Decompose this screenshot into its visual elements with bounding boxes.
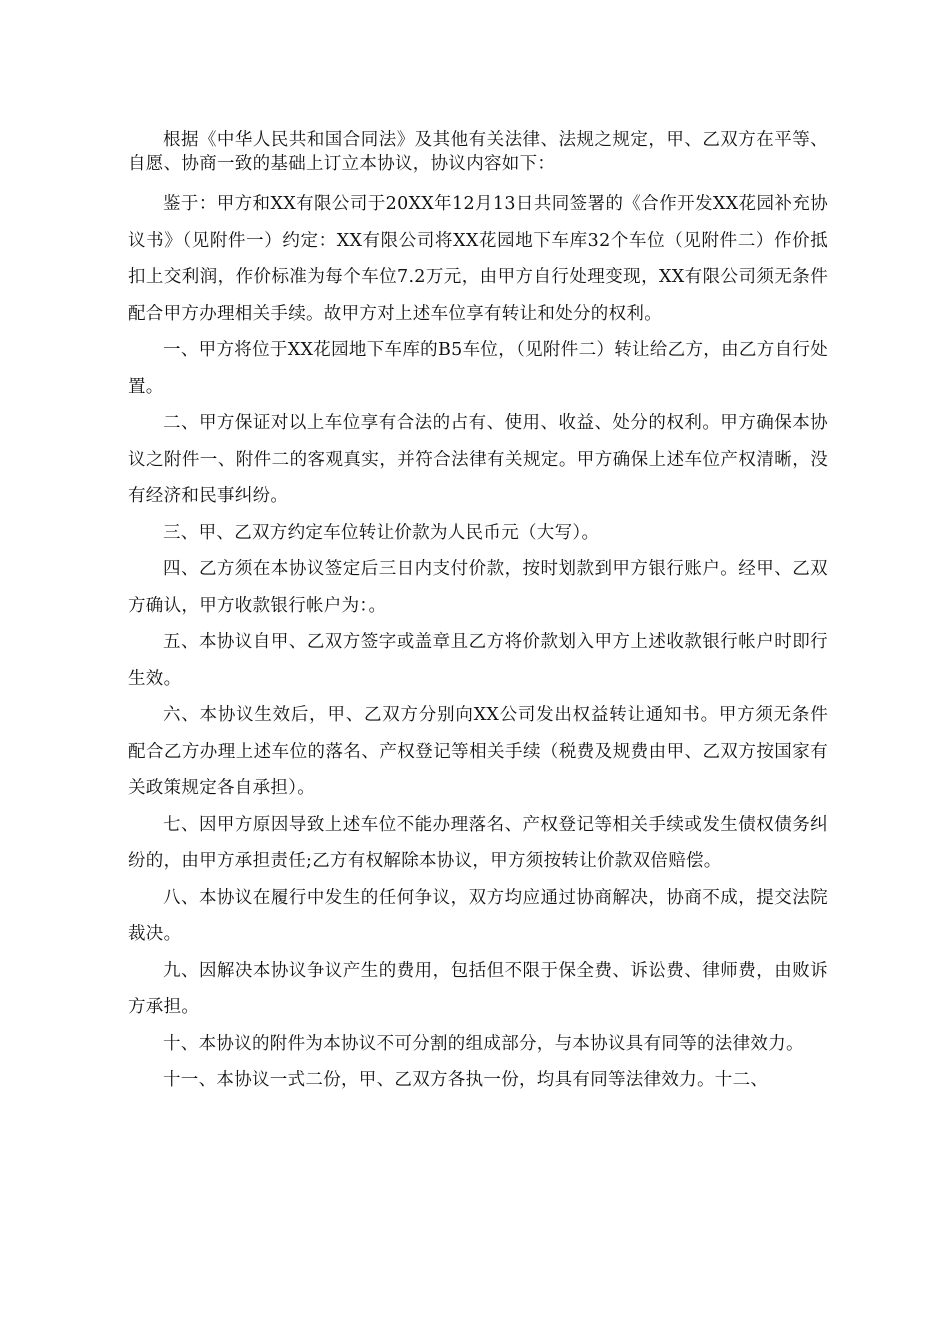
paragraph-clause-4: 四、乙方须在本协议签定后三日内支付价款，按时划款到甲方银行账户。经甲、乙双方确认，甲方收款银行帐户为：。: [128, 559, 828, 616]
paragraph-preamble: 根据《中华人民共和国合同法》及其他有关法律、法规之规定，甲、乙双方在平等、自愿、协商一致的基础上订立本协议，协议内容如下：: [128, 130, 828, 174]
paragraph-clause-9: 九、因解决本协议争议产生的费用，包括但不限于保全费、诉讼费、律师费，由败诉方承担。: [128, 960, 828, 1017]
document-body: [128, 128, 828, 1099]
paragraph-whereas: 鉴于：甲方和XX有限公司于20XX年12月13日共同签署的《合作开发XX花园补充协议书》（见附件一）约定：XX有限公司将XX花园地下车库32个车位（见附件二）作价抵扣上交利润，作价标准为每个车位7.2万元，由甲方自行处理变现，XX有限公司须无条件配合甲方办理相关手续。故甲方对上述车位享有转让和处分的权利。: [128, 194, 828, 324]
paragraph-clause-1: 一、甲方将位于XX花园地下车库的B5车位，（见附件二）转让给乙方，由乙方自行处置。: [128, 340, 828, 397]
paragraph-clause-7: 七、因甲方原因导致上述车位不能办理落名、产权登记等相关手续或发生债权债务纠纷的，由甲方承担责任;乙方有权解除本协议，甲方须按转让价款双倍赔偿。: [128, 814, 828, 871]
paragraph-clause-2: 二、甲方保证对以上车位享有合法的占有、使用、收益、处分的权利。甲方确保本协议之附件一、附件二的客观真实，并符合法律有关规定。甲方确保上述车位产权清晰，没有经济和民事纠纷。: [128, 413, 828, 506]
paragraph-clause-3: 三、甲、乙双方约定车位转让价款为人民币元（大写）。: [163, 522, 600, 543]
paragraph-clause-6: 六、本协议生效后，甲、乙双方分别向XX公司发出权益转让通知书。甲方须无条件配合乙方办理上述车位的落名、产权登记等相关手续（税费及规费由甲、乙双方按国家有关政策规定各自承担）。: [128, 705, 828, 798]
paragraph-clause-10: 十、本协议的附件为本协议不可分割的组成部分，与本协议具有同等的法律效力。: [163, 1033, 804, 1054]
paragraph-clause-11: 十一、本协议一式二份，甲、乙双方各执一份，均具有同等法律效力。十二、: [163, 1070, 769, 1090]
paragraph-clause-5: 五、本协议自甲、乙双方签字或盖章且乙方将价款划入甲方上述收款银行帐户时即行生效。: [128, 632, 828, 689]
paragraph-clause-8: 八、本协议在履行中发生的任何争议，双方均应通过协商解决，协商不成，提交法院裁决。: [128, 887, 828, 944]
